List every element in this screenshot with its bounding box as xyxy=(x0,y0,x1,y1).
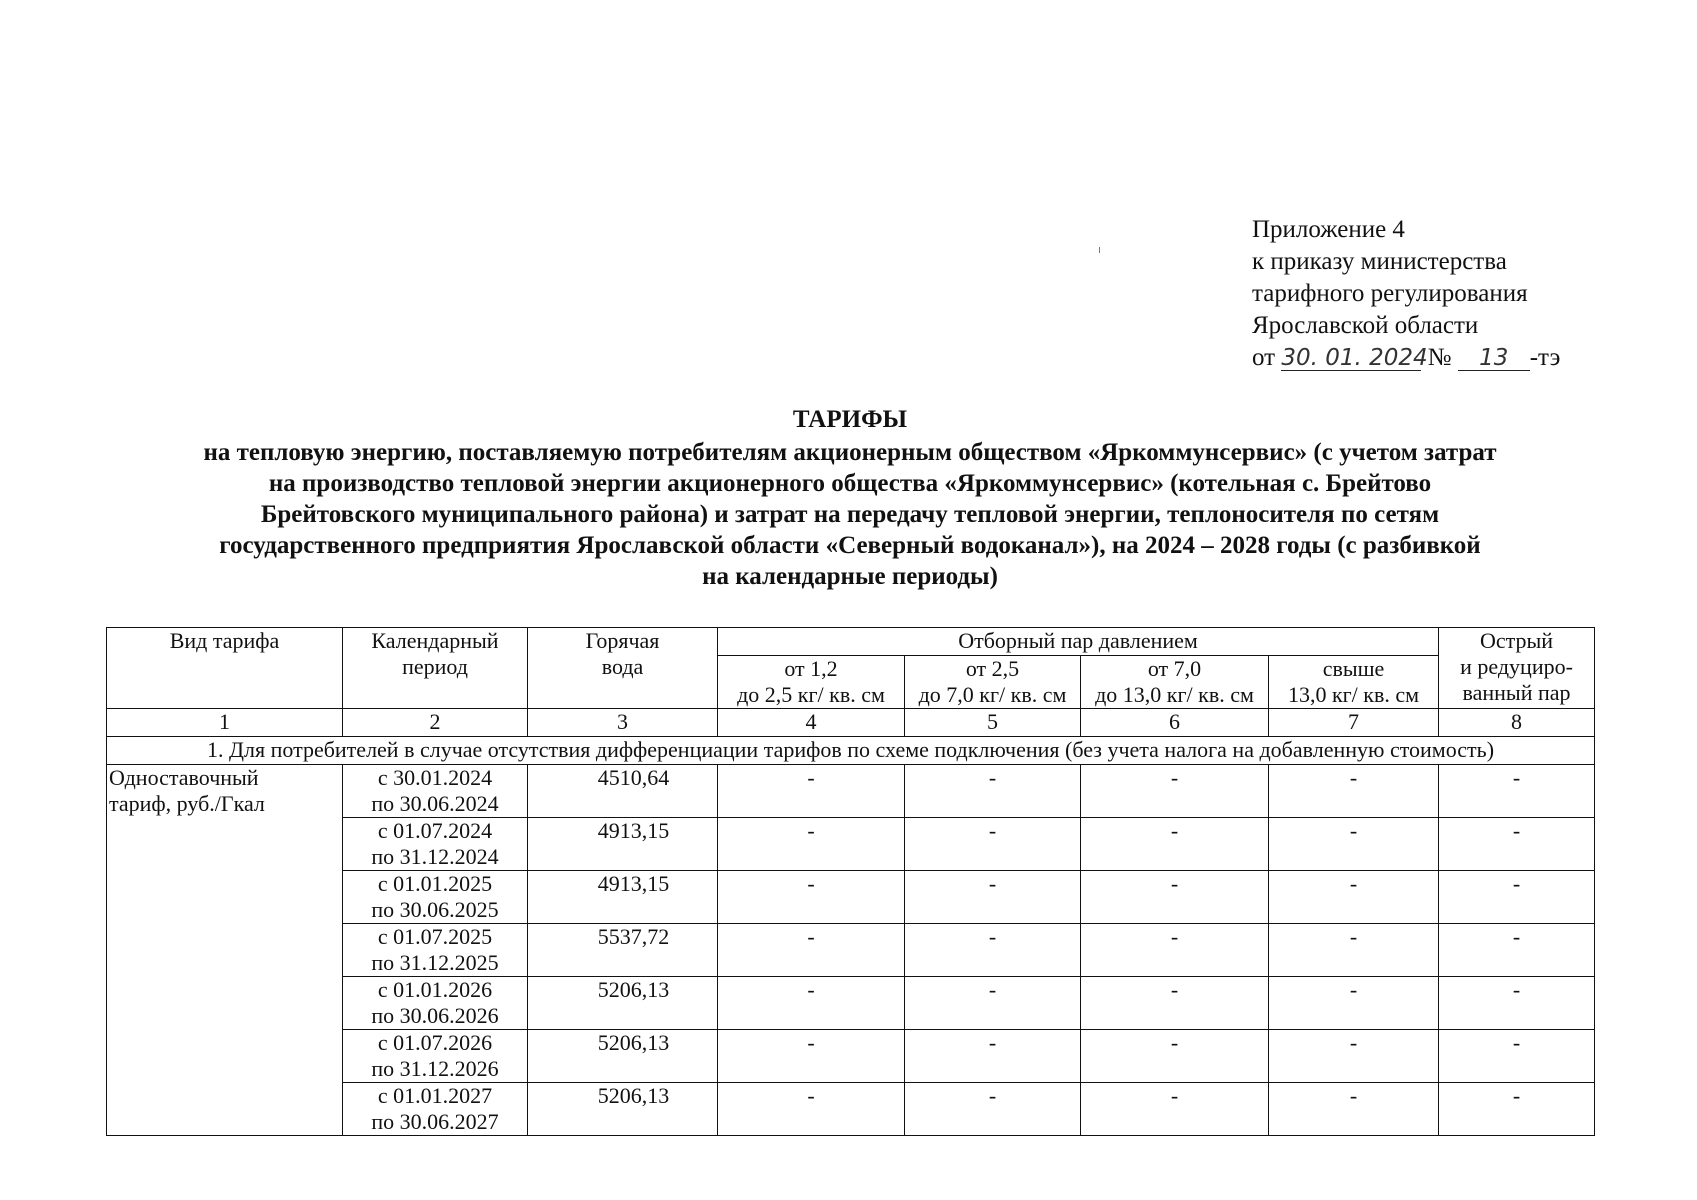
appendix-order-ref: к приказу министерства xyxy=(1252,248,1507,275)
header-pressure-2 xyxy=(905,656,1081,709)
appendix-date-line xyxy=(1252,342,1560,374)
period-from: с 01.01.2025 xyxy=(377,871,493,896)
pressure-3-value: - xyxy=(1081,977,1269,1030)
pressure-4-value: - xyxy=(1269,1030,1439,1083)
sharp-steam-value: - xyxy=(1439,1083,1595,1136)
hot-water-value: 4913,15 xyxy=(528,871,718,924)
sharp-steam-value: - xyxy=(1439,871,1595,924)
title-line-2: на производство тепловой энергии акционерного общества «Яркоммунсервис» (котельная с. Брейтово xyxy=(268,470,1432,497)
period-cell xyxy=(343,1030,528,1083)
scan-speck xyxy=(1099,247,1100,253)
pressure-1-value: - xyxy=(718,1030,905,1083)
pressure-3-value: - xyxy=(1081,818,1269,871)
column-index: 1 xyxy=(107,709,343,737)
column-index: 8 xyxy=(1439,709,1595,737)
header-p4-l2: 13,0 кг/ кв. см xyxy=(1287,682,1420,707)
sharp-steam-value: - xyxy=(1439,818,1595,871)
table-row xyxy=(107,765,1595,818)
appendix-region: Ярославской области xyxy=(1252,312,1479,339)
period-to: по 30.06.2025 xyxy=(371,897,499,922)
header-p1-l1: от 1,2 xyxy=(784,656,838,681)
period-from: с 01.07.2025 xyxy=(377,924,493,949)
header-hot-l1: Горячая xyxy=(585,628,660,653)
period-to: по 31.12.2024 xyxy=(371,844,499,869)
tariff-kind-l1: Одноставочный xyxy=(109,765,259,790)
header-p3-l1: от 7,0 xyxy=(1147,656,1202,681)
header-sharp-l1: Острый xyxy=(1479,628,1554,653)
column-index: 6 xyxy=(1081,709,1269,737)
pressure-1-value: - xyxy=(718,977,905,1030)
title-line-3: Брейтовского муниципального района) и затрат на передачу тепловой энергии, теплоносителя по сетям xyxy=(260,501,1440,528)
pressure-4-value: - xyxy=(1269,924,1439,977)
period-from: с 30.01.2024 xyxy=(377,765,493,790)
header-sharp-steam xyxy=(1439,628,1595,709)
tariff-table xyxy=(106,627,1595,1136)
period-cell xyxy=(343,977,528,1030)
period-from: с 01.07.2024 xyxy=(377,818,493,843)
period-to: по 30.06.2024 xyxy=(371,791,499,816)
pressure-3-value: - xyxy=(1081,1083,1269,1136)
pressure-2-value: - xyxy=(905,1030,1081,1083)
pressure-4-value: - xyxy=(1269,871,1439,924)
header-period-l1: Календарный xyxy=(371,628,499,653)
period-from: с 01.01.2027 xyxy=(377,1083,493,1108)
header-sharp-l3: ванный пар xyxy=(1462,680,1571,705)
hot-water-value: 4510,64 xyxy=(528,765,718,818)
hot-water-value: 5206,13 xyxy=(528,1030,718,1083)
pressure-1-value: - xyxy=(718,818,905,871)
pressure-2-value: - xyxy=(905,818,1081,871)
title-main: ТАРИФЫ xyxy=(792,406,908,433)
sharp-steam-value: - xyxy=(1439,924,1595,977)
column-index-row xyxy=(107,709,1595,737)
header-p2-l2: до 7,0 кг/ кв. см xyxy=(918,682,1067,707)
hot-water-value: 5206,13 xyxy=(528,1083,718,1136)
appendix-number: Приложение 4 xyxy=(1252,216,1405,243)
header-hot-water xyxy=(528,628,718,709)
pressure-4-value: - xyxy=(1269,1083,1439,1136)
header-pressure-4 xyxy=(1269,656,1439,709)
pressure-1-value: - xyxy=(718,871,905,924)
column-index: 5 xyxy=(905,709,1081,737)
header-kind-label: Вид тарифа xyxy=(169,628,280,653)
number-suffix: -тэ xyxy=(1529,344,1561,371)
number-sign: № xyxy=(1427,344,1452,371)
date-prefix: от xyxy=(1252,344,1276,371)
period-cell xyxy=(343,924,528,977)
period-to: по 30.06.2027 xyxy=(371,1109,499,1134)
pressure-3-value: - xyxy=(1081,765,1269,818)
handwritten-number: 13 xyxy=(1458,346,1530,371)
header-sharp-l2: и редуциро- xyxy=(1460,654,1573,679)
column-index: 2 xyxy=(343,709,528,737)
period-cell xyxy=(343,765,528,818)
sharp-steam-value: - xyxy=(1439,1030,1595,1083)
appendix-ministry: тарифного регулирования xyxy=(1252,280,1528,307)
header-hot-l2: вода xyxy=(601,654,644,679)
sharp-steam-value: - xyxy=(1439,977,1595,1030)
pressure-3-value: - xyxy=(1081,924,1269,977)
header-p3-l2: до 13,0 кг/ кв. см xyxy=(1095,682,1254,707)
column-index: 4 xyxy=(718,709,905,737)
handwritten-date: 30. 01. 2024 xyxy=(1281,345,1428,371)
tariff-kind-l2: тариф, руб./Гкал xyxy=(109,791,265,816)
header-pressure-3 xyxy=(1081,656,1269,709)
pressure-1-value: - xyxy=(718,924,905,977)
header-period-l2: период xyxy=(402,654,468,679)
period-to: по 30.06.2026 xyxy=(371,1003,499,1028)
pressure-4-value: - xyxy=(1269,818,1439,871)
header-period xyxy=(343,628,528,709)
header-p2-l1: от 2,5 xyxy=(965,656,1020,681)
title-line-5: на календарные периоды) xyxy=(702,563,998,590)
pressure-2-value: - xyxy=(905,765,1081,818)
header-pressure-1 xyxy=(718,656,905,709)
hot-water-value: 5537,72 xyxy=(528,924,718,977)
pressure-2-value: - xyxy=(905,1083,1081,1136)
period-cell xyxy=(343,818,528,871)
pressure-3-value: - xyxy=(1081,871,1269,924)
pressure-1-value: - xyxy=(718,765,905,818)
period-from: с 01.07.2026 xyxy=(377,1030,493,1055)
title-line-4: государственного предприятия Ярославской области «Северный водоканал»), на 2024 – 2028 годы (с разбивкой xyxy=(219,532,1481,559)
period-cell xyxy=(343,1083,528,1136)
tariff-kind-cell xyxy=(107,765,343,1136)
section-1-title: 1. Для потребителей в случае отсутствия дифференциации тарифов по схеме подключения (без учета налога на добавленную стоимость) xyxy=(107,737,1595,765)
period-cell xyxy=(343,871,528,924)
column-index: 3 xyxy=(528,709,718,737)
section-row xyxy=(107,737,1595,765)
pressure-4-value: - xyxy=(1269,765,1439,818)
pressure-2-value: - xyxy=(905,924,1081,977)
pressure-3-value: - xyxy=(1081,1030,1269,1083)
title-line-1: на тепловую энергию, поставляемую потребителям акционерным обществом «Яркоммунсервис» (с учетом затрат xyxy=(203,439,1497,466)
document-title xyxy=(100,404,1600,592)
hot-water-value: 5206,13 xyxy=(528,977,718,1030)
pressure-4-value: - xyxy=(1269,977,1439,1030)
period-from: с 01.01.2026 xyxy=(377,977,493,1002)
sharp-steam-value: - xyxy=(1439,765,1595,818)
pressure-2-value: - xyxy=(905,977,1081,1030)
column-index: 7 xyxy=(1269,709,1439,737)
header-p4-l1: свыше xyxy=(1322,656,1385,681)
period-to: по 31.12.2025 xyxy=(371,950,499,975)
appendix-reference xyxy=(1252,214,1560,374)
pressure-1-value: - xyxy=(718,1083,905,1136)
header-p1-l2: до 2,5 кг/ кв. см xyxy=(737,682,885,707)
header-row-1 xyxy=(107,628,1595,656)
header-steam-group xyxy=(718,628,1439,656)
hot-water-value: 4913,15 xyxy=(528,818,718,871)
header-kind xyxy=(107,628,343,709)
period-to: по 31.12.2026 xyxy=(371,1056,499,1081)
header-steam-label: Отборный пар давлением xyxy=(958,628,1198,653)
pressure-2-value: - xyxy=(905,871,1081,924)
